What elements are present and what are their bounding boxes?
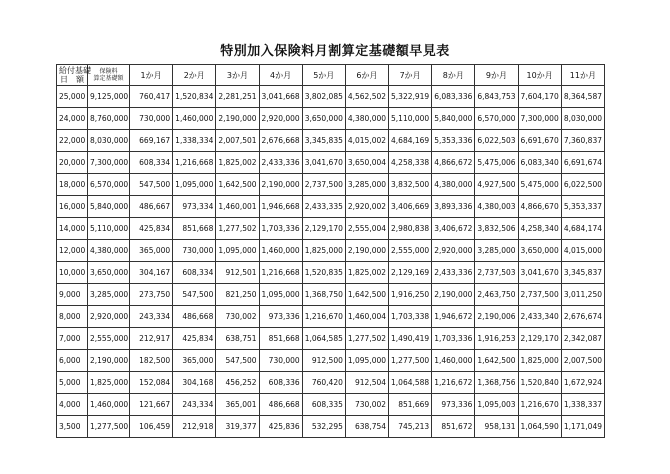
daily-base-cell: 25,000: [57, 86, 88, 108]
header-month-4: 4か月: [259, 65, 302, 86]
table-row: [57, 86, 605, 108]
month-5-cell: 2,737,500: [302, 174, 345, 196]
month-6-cell: 3,285,000: [345, 174, 388, 196]
premium-base-cell: 3,285,000: [88, 284, 130, 306]
month-5-cell: 3,802,085: [302, 86, 345, 108]
table-row: [57, 394, 605, 416]
month-2-cell: 243,334: [173, 394, 216, 416]
month-6-cell: 1,460,004: [345, 306, 388, 328]
month-9-cell: 6,022,503: [475, 130, 518, 152]
month-3-cell: 1,642,500: [216, 174, 259, 196]
month-6-cell: 1,095,000: [345, 350, 388, 372]
month-1-cell: 212,917: [130, 328, 173, 350]
table-row: [57, 284, 605, 306]
month-10-cell: 6,691,670: [518, 130, 561, 152]
month-7-cell: 4,258,338: [389, 152, 432, 174]
daily-base-cell: 12,000: [57, 240, 88, 262]
month-9-cell: 1,916,253: [475, 328, 518, 350]
month-6-cell: 3,650,004: [345, 152, 388, 174]
daily-base-cell: 20,000: [57, 152, 88, 174]
month-11-cell: 4,015,000: [561, 240, 604, 262]
month-8-cell: 851,672: [432, 416, 475, 438]
month-9-cell: 5,475,006: [475, 152, 518, 174]
month-10-cell: 4,866,670: [518, 196, 561, 218]
table-row: [57, 328, 605, 350]
month-11-cell: 8,030,000: [561, 108, 604, 130]
month-7-cell: 5,322,919: [389, 86, 432, 108]
month-2-cell: 425,834: [173, 328, 216, 350]
month-1-cell: 669,167: [130, 130, 173, 152]
month-6-cell: 730,002: [345, 394, 388, 416]
month-11-cell: 1,171,049: [561, 416, 604, 438]
month-9-cell: 3,285,000: [475, 240, 518, 262]
daily-base-cell: 14,000: [57, 218, 88, 240]
daily-base-cell: 9,000: [57, 284, 88, 306]
month-9-cell: 6,570,000: [475, 108, 518, 130]
daily-base-cell: 8,000: [57, 306, 88, 328]
month-1-cell: 106,459: [130, 416, 173, 438]
month-7-cell: 745,213: [389, 416, 432, 438]
month-6-cell: 1,642,500: [345, 284, 388, 306]
month-11-cell: 2,007,500: [561, 350, 604, 372]
table-body: [57, 86, 605, 438]
month-10-cell: 2,433,340: [518, 306, 561, 328]
month-10-cell: 1,825,000: [518, 350, 561, 372]
month-2-cell: 1,095,000: [173, 174, 216, 196]
month-5-cell: 608,335: [302, 394, 345, 416]
month-8-cell: 5,840,000: [432, 108, 475, 130]
daily-base-cell: 16,000: [57, 196, 88, 218]
month-7-cell: 2,555,000: [389, 240, 432, 262]
header-month-1: 1か月: [130, 65, 173, 86]
month-5-cell: 912,500: [302, 350, 345, 372]
month-8-cell: 1,703,336: [432, 328, 475, 350]
month-8-cell: 3,406,672: [432, 218, 475, 240]
month-9-cell: 1,642,500: [475, 350, 518, 372]
month-4-cell: 425,836: [259, 416, 302, 438]
month-5-cell: 1,520,835: [302, 262, 345, 284]
premium-base-cell: 9,125,000: [88, 86, 130, 108]
month-4-cell: 1,460,000: [259, 240, 302, 262]
month-9-cell: 2,190,006: [475, 306, 518, 328]
table-row: [57, 240, 605, 262]
premium-base-cell: 2,920,000: [88, 306, 130, 328]
month-4-cell: 1,216,668: [259, 262, 302, 284]
month-2-cell: 486,668: [173, 306, 216, 328]
month-2-cell: 851,668: [173, 218, 216, 240]
table-row: [57, 152, 605, 174]
month-3-cell: 1,460,001: [216, 196, 259, 218]
month-3-cell: 821,250: [216, 284, 259, 306]
month-2-cell: 730,000: [173, 240, 216, 262]
month-3-cell: 1,095,000: [216, 240, 259, 262]
month-3-cell: 638,751: [216, 328, 259, 350]
daily-base-cell: 7,000: [57, 328, 88, 350]
table-row: [57, 108, 605, 130]
month-4-cell: 1,703,336: [259, 218, 302, 240]
month-9-cell: 1,095,003: [475, 394, 518, 416]
month-10-cell: 3,650,000: [518, 240, 561, 262]
header-hokenryo-santei-kiso: [88, 65, 130, 86]
month-9-cell: 1,368,756: [475, 372, 518, 394]
month-8-cell: 973,336: [432, 394, 475, 416]
month-1-cell: 273,750: [130, 284, 173, 306]
month-4-cell: 973,336: [259, 306, 302, 328]
month-11-cell: 2,342,087: [561, 328, 604, 350]
header-month-9: 9か月: [475, 65, 518, 86]
premium-base-cell: 5,110,000: [88, 218, 130, 240]
month-2-cell: 973,334: [173, 196, 216, 218]
header-kyufu-kiso-nichigaku: [57, 65, 91, 86]
table-row: [57, 262, 605, 284]
month-7-cell: 5,110,000: [389, 108, 432, 130]
table-row: [57, 130, 605, 152]
table-row: [57, 372, 605, 394]
month-3-cell: 547,500: [216, 350, 259, 372]
month-6-cell: 4,380,000: [345, 108, 388, 130]
premium-base-cell: 5,840,000: [88, 196, 130, 218]
month-7-cell: 1,277,500: [389, 350, 432, 372]
month-5-cell: 3,345,835: [302, 130, 345, 152]
month-9-cell: 958,131: [475, 416, 518, 438]
month-10-cell: 1,520,840: [518, 372, 561, 394]
month-1-cell: 425,834: [130, 218, 173, 240]
month-11-cell: 5,353,337: [561, 196, 604, 218]
month-1-cell: 486,667: [130, 196, 173, 218]
month-6-cell: 912,504: [345, 372, 388, 394]
month-8-cell: 2,433,336: [432, 262, 475, 284]
month-2-cell: 1,216,668: [173, 152, 216, 174]
premium-base-cell: 1,825,000: [88, 372, 130, 394]
premium-base-cell: 7,300,000: [88, 152, 130, 174]
month-2-cell: 608,334: [173, 262, 216, 284]
header-kyufu-line2: 日 額: [60, 75, 84, 84]
month-5-cell: 2,129,170: [302, 218, 345, 240]
header-month-7: 7か月: [389, 65, 432, 86]
header-month-11: 11か月: [561, 65, 604, 86]
month-3-cell: 1,277,502: [216, 218, 259, 240]
month-3-cell: 2,007,501: [216, 130, 259, 152]
month-7-cell: 3,832,500: [389, 174, 432, 196]
daily-base-cell: 4,000: [57, 394, 88, 416]
month-1-cell: 304,167: [130, 262, 173, 284]
table-row: [57, 350, 605, 372]
premium-base-cell: 1,277,500: [88, 416, 130, 438]
month-8-cell: 2,190,000: [432, 284, 475, 306]
month-8-cell: 4,866,672: [432, 152, 475, 174]
month-8-cell: 1,460,000: [432, 350, 475, 372]
month-4-cell: 2,190,000: [259, 174, 302, 196]
premium-base-cell: 8,760,000: [88, 108, 130, 130]
header-month-6: 6か月: [345, 65, 388, 86]
daily-base-cell: 5,000: [57, 372, 88, 394]
header-month-8: 8か月: [432, 65, 475, 86]
month-10-cell: 4,258,340: [518, 218, 561, 240]
table-row: [57, 196, 605, 218]
month-1-cell: 121,667: [130, 394, 173, 416]
month-5-cell: 3,041,670: [302, 152, 345, 174]
premium-base-cell: 3,650,000: [88, 262, 130, 284]
month-2-cell: 1,460,000: [173, 108, 216, 130]
month-1-cell: 365,000: [130, 240, 173, 262]
month-7-cell: 1,916,250: [389, 284, 432, 306]
month-9-cell: 2,463,750: [475, 284, 518, 306]
month-6-cell: 1,277,502: [345, 328, 388, 350]
month-1-cell: 547,500: [130, 174, 173, 196]
month-7-cell: 1,490,419: [389, 328, 432, 350]
month-3-cell: 2,190,000: [216, 108, 259, 130]
premium-base-cell: 2,190,000: [88, 350, 130, 372]
month-5-cell: 3,650,000: [302, 108, 345, 130]
month-11-cell: 4,684,174: [561, 218, 604, 240]
document-title: 特別加入保険料月割算定基礎額早見表: [220, 44, 450, 59]
premium-table: [56, 64, 605, 438]
month-4-cell: 608,336: [259, 372, 302, 394]
table-row: [57, 218, 605, 240]
month-7-cell: 2,980,838: [389, 218, 432, 240]
header-hoken-line1: 保険料: [99, 68, 118, 75]
month-6-cell: 4,015,002: [345, 130, 388, 152]
month-3-cell: 912,501: [216, 262, 259, 284]
month-5-cell: 1,216,670: [302, 306, 345, 328]
month-10-cell: 3,041,670: [518, 262, 561, 284]
month-10-cell: 7,300,000: [518, 108, 561, 130]
month-10-cell: 2,129,170: [518, 328, 561, 350]
month-11-cell: 7,360,837: [561, 130, 604, 152]
month-4-cell: 486,668: [259, 394, 302, 416]
month-7-cell: 1,064,588: [389, 372, 432, 394]
month-10-cell: 1,064,590: [518, 416, 561, 438]
month-1-cell: 730,000: [130, 108, 173, 130]
month-3-cell: 365,001: [216, 394, 259, 416]
header-row: [57, 65, 605, 86]
header-hoken-line2: 算定基礎額: [93, 75, 124, 82]
month-4-cell: 3,041,668: [259, 86, 302, 108]
month-5-cell: 1,368,750: [302, 284, 345, 306]
month-7-cell: 2,129,169: [389, 262, 432, 284]
month-11-cell: 1,338,337: [561, 394, 604, 416]
daily-base-cell: 24,000: [57, 108, 88, 130]
month-11-cell: 3,011,250: [561, 284, 604, 306]
month-11-cell: 8,364,587: [561, 86, 604, 108]
month-6-cell: 2,555,004: [345, 218, 388, 240]
month-2-cell: 212,918: [173, 416, 216, 438]
month-11-cell: 1,672,924: [561, 372, 604, 394]
month-1-cell: 152,084: [130, 372, 173, 394]
table-row: [57, 416, 605, 438]
month-9-cell: 2,737,503: [475, 262, 518, 284]
month-5-cell: 532,295: [302, 416, 345, 438]
month-7-cell: 1,703,338: [389, 306, 432, 328]
daily-base-cell: 3,500: [57, 416, 88, 438]
month-2-cell: 304,168: [173, 372, 216, 394]
month-2-cell: 1,338,334: [173, 130, 216, 152]
month-6-cell: 1,825,002: [345, 262, 388, 284]
month-4-cell: 2,920,000: [259, 108, 302, 130]
month-6-cell: 2,920,002: [345, 196, 388, 218]
month-5-cell: 1,825,000: [302, 240, 345, 262]
premium-base-cell: 4,380,000: [88, 240, 130, 262]
month-3-cell: 456,252: [216, 372, 259, 394]
premium-base-cell: 8,030,000: [88, 130, 130, 152]
month-8-cell: 4,380,000: [432, 174, 475, 196]
month-8-cell: 1,946,672: [432, 306, 475, 328]
month-8-cell: 5,353,336: [432, 130, 475, 152]
month-8-cell: 2,920,000: [432, 240, 475, 262]
month-2-cell: 1,520,834: [173, 86, 216, 108]
premium-base-cell: 2,555,000: [88, 328, 130, 350]
month-1-cell: 760,417: [130, 86, 173, 108]
month-11-cell: 2,676,674: [561, 306, 604, 328]
month-3-cell: 319,377: [216, 416, 259, 438]
month-10-cell: 7,604,170: [518, 86, 561, 108]
month-4-cell: 730,000: [259, 350, 302, 372]
month-3-cell: 1,825,002: [216, 152, 259, 174]
header-month-3: 3か月: [216, 65, 259, 86]
month-9-cell: 4,927,500: [475, 174, 518, 196]
premium-base-cell: 6,570,000: [88, 174, 130, 196]
header-month-2: 2か月: [173, 65, 216, 86]
month-8-cell: 3,893,336: [432, 196, 475, 218]
table-row: [57, 174, 605, 196]
header-month-5: 5か月: [302, 65, 345, 86]
month-10-cell: 1,216,670: [518, 394, 561, 416]
month-1-cell: 608,334: [130, 152, 173, 174]
month-7-cell: 851,669: [389, 394, 432, 416]
month-11-cell: 6,022,500: [561, 174, 604, 196]
month-5-cell: 760,420: [302, 372, 345, 394]
month-4-cell: 2,433,336: [259, 152, 302, 174]
month-2-cell: 365,000: [173, 350, 216, 372]
month-3-cell: 730,002: [216, 306, 259, 328]
month-3-cell: 2,281,251: [216, 86, 259, 108]
month-9-cell: 4,380,003: [475, 196, 518, 218]
header-kyufu-line1: 給付基礎: [59, 66, 91, 75]
month-2-cell: 547,500: [173, 284, 216, 306]
month-1-cell: 243,334: [130, 306, 173, 328]
premium-base-cell: 1,460,000: [88, 394, 130, 416]
month-5-cell: 2,433,335: [302, 196, 345, 218]
month-10-cell: 5,475,000: [518, 174, 561, 196]
month-4-cell: 2,676,668: [259, 130, 302, 152]
month-9-cell: 3,832,506: [475, 218, 518, 240]
month-6-cell: 638,754: [345, 416, 388, 438]
month-9-cell: 6,843,753: [475, 86, 518, 108]
month-8-cell: 6,083,336: [432, 86, 475, 108]
month-11-cell: 3,345,837: [561, 262, 604, 284]
month-4-cell: 1,095,000: [259, 284, 302, 306]
month-7-cell: 4,684,169: [389, 130, 432, 152]
month-4-cell: 851,668: [259, 328, 302, 350]
table-row: [57, 306, 605, 328]
month-5-cell: 1,064,585: [302, 328, 345, 350]
daily-base-cell: 18,000: [57, 174, 88, 196]
month-6-cell: 2,190,000: [345, 240, 388, 262]
header-month-10: 10か月: [518, 65, 561, 86]
month-11-cell: 6,691,674: [561, 152, 604, 174]
month-4-cell: 1,946,668: [259, 196, 302, 218]
month-10-cell: 2,737,500: [518, 284, 561, 306]
month-10-cell: 6,083,340: [518, 152, 561, 174]
month-1-cell: 182,500: [130, 350, 173, 372]
daily-base-cell: 22,000: [57, 130, 88, 152]
month-8-cell: 1,216,672: [432, 372, 475, 394]
month-6-cell: 4,562,502: [345, 86, 388, 108]
daily-base-cell: 10,000: [57, 262, 88, 284]
month-7-cell: 3,406,669: [389, 196, 432, 218]
daily-base-cell: 6,000: [57, 350, 88, 372]
